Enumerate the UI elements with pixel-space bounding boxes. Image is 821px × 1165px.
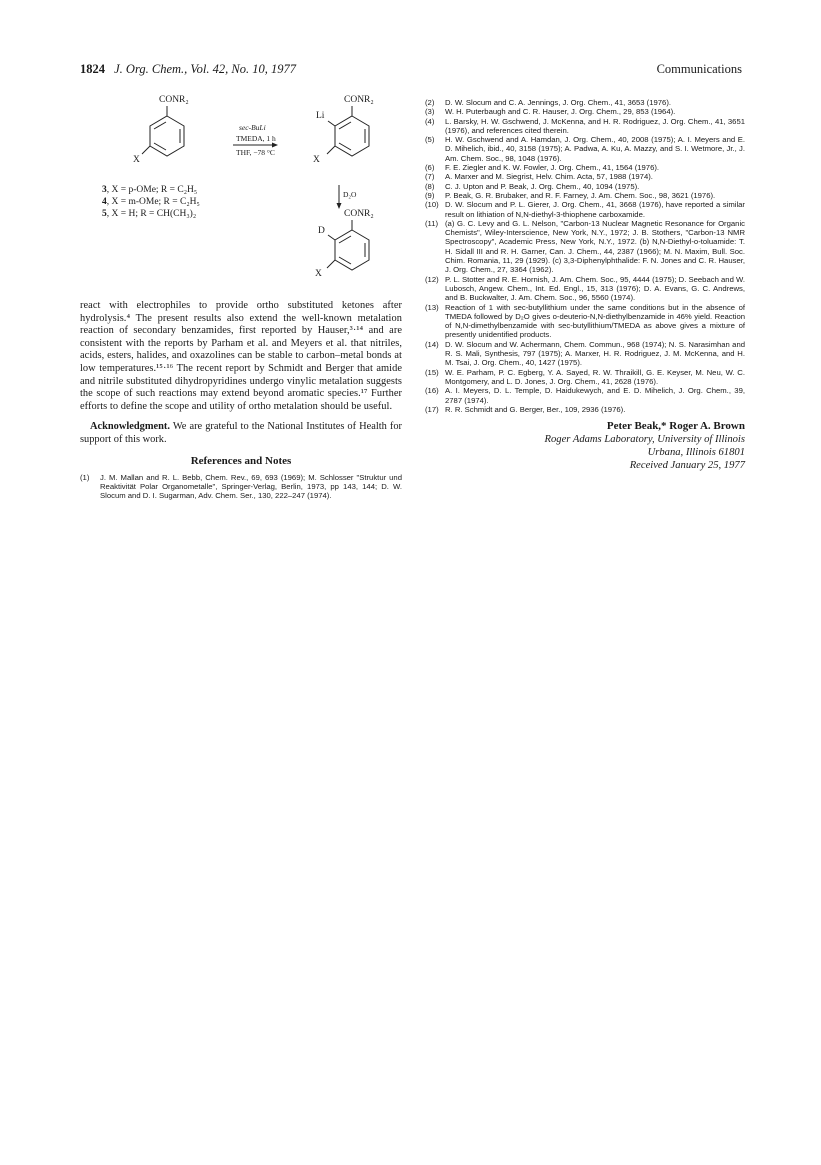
start-x-label: X	[133, 155, 140, 165]
reagent-conditions: THF, −78 °C	[236, 148, 275, 157]
benzene-ring-start	[150, 116, 184, 156]
product-x-label: X	[313, 155, 320, 165]
reference-item: (9) P. Beak, G. R. Brubaker, and R. F. Farney, J. Am. Chem. Soc., 98, 3621 (1976).	[425, 190, 716, 200]
affiliation-line-2: Urbana, Illinois 61801	[647, 447, 745, 459]
reagent-sec-buli: sec-BuLi	[239, 123, 266, 132]
affiliation-line-1: Roger Adams Laboratory, University of Illinois	[544, 434, 745, 446]
bond-to-d	[328, 235, 335, 240]
final-amide-label: CONR₂	[344, 209, 374, 219]
compound-5: 5, X = H; R = CH(CH₃)₂	[102, 209, 197, 219]
reagent-tmeda: TMEDA, 1 h	[236, 134, 276, 143]
reference-item: (12) P. L. Stotter and R. E. Hornish, J. Am. Chem. Soc., 95, 4444 (1975); D. Seebach and W. Lubosch, Angew. Chem., Int. Ed. Engl., 15, 313 (1976); D. A. Evans, G. C. Andrews, and B. Buckwalter, J. Am. Chem. Soc., 96, 5560 (1974).	[425, 274, 745, 303]
references-heading: References and Notes	[190, 454, 292, 467]
author-names: Peter Beak,* Roger A. Brown	[606, 420, 745, 433]
bond-to-x	[142, 146, 150, 154]
running-header	[80, 62, 742, 82]
final-x-label: X	[315, 269, 322, 279]
bond-to-x	[327, 260, 335, 268]
bond-to-x	[327, 146, 335, 154]
compound-definitions	[102, 184, 200, 220]
product-amide-label: CONR₂	[344, 95, 374, 105]
reference-item: (8) C. J. Upton and P. Beak, J. Org. Chem., 40, 1094 (1975).	[425, 181, 640, 191]
reference-item: (10) D. W. Slocum and P. L. Gierer, J. Org. Chem., 41, 3668 (1976), have reported a similar result on lithiation of N,N-diethyl-3-thiophene carboxamide.	[425, 200, 745, 219]
reference-item: (1) J. M. Mallan and R. L. Bebb, Chem. Rev., 69, 693 (1969); M. Schlosser "Struktur und Reaktivität Polar Organometalle", Springer-Verlag, Berlin, 1973, pp 143, 144; D. W. Slocum and D. I. Sugarman, Adv. Chem. Ser., 130, 222–247 (1974).	[80, 472, 402, 501]
compound-3: 3, X = p-OMe; R = C₂H₅	[102, 185, 198, 195]
benzene-ring-deuterated	[335, 230, 369, 270]
left-column	[80, 92, 402, 500]
li-label: Li	[316, 111, 325, 121]
acknowledgment	[80, 421, 402, 446]
reaction-scheme	[80, 92, 402, 292]
section-name: Communications	[656, 62, 742, 76]
benzene-ring-lithiated	[335, 116, 369, 156]
reference-item: (13) Reaction of 1 with sec-butyllithium under the same conditions but in the absence of TMEDA followed by D₂O gives o-deuterio-N,N-diethylbenzamide in 46% yield. Reaction of N,N-dimethylbenzamide with sec-butyllithium/TMEDA as above gives a mixture of presently unidentified products.	[425, 302, 745, 340]
received-date: Received January 25, 1977	[629, 460, 745, 472]
reference-item: (2) D. W. Slocum and C. A. Jennings, J. Org. Chem., 41, 3653 (1976).	[425, 98, 672, 107]
journal-citation: J. Org. Chem., Vol. 42, No. 10, 1977	[114, 62, 296, 76]
d2o-label: D₂O	[343, 190, 357, 199]
acknowledgment-label: Acknowledgment.	[90, 421, 170, 433]
reference-item: (6) F. E. Ziegler and K. W. Fowler, J. Org. Chem., 41, 1564 (1976).	[425, 163, 660, 173]
reference-item: (3) W. H. Puterbaugh and C. R. Hauser, J. Org. Chem., 29, 853 (1964).	[425, 107, 676, 117]
acknowledgment-text: We are grateful to the National Institutes of Health for support of this work.	[80, 421, 402, 445]
compound-4: 4, X = m-OMe; R = C₂H₅	[102, 197, 200, 207]
page-number: 1824	[80, 62, 105, 76]
d-label: D	[318, 226, 325, 236]
reference-item: (4) L. Barsky, H. W. Gschwend, J. McKenna, and H. R. Rodriguez, J. Org. Chem., 41, 3651 (1976), and references cited therein.	[425, 116, 745, 135]
reference-item: (17) R. R. Schmidt and G. Berger, Ber., 109, 2936 (1976).	[425, 404, 626, 414]
reference-item: (16) A. I. Meyers, D. L. Temple, D. Haidukewych, and E. D. Mihelich, J. Org. Chem., 39, 2787 (1974).	[425, 386, 745, 405]
right-column	[425, 98, 745, 472]
reference-item: (14) D. W. Slocum and W. Achermann, Chem. Commun., 968 (1974); N. S. Narasimhan and R. S. Mali, Synthesis, 797 (1975); A. Marxer, H. R. Rodriguez, J. M. McKenna, and H. M. Tsai, J. Org. Chem., 40, 1427 (1975).	[425, 339, 745, 368]
body-paragraph: react with electrophiles to provide ortho substituted ketones after hydrolysis.⁴ The present results also extend the well-known metalation reaction of secondary benzamides, first reported by Hauser,³·¹⁴ and are consistent with the reports by Parham et al. and Meyers et al. that nitriles, acids, esters, halides, and oxazolines can be stable to carbon–metal bonds at low temperatures.¹⁵·¹⁶ The recent report by Schmidt and Berger that amide and nitrile substituted dihydropyridines undergo vinylic metalation suggests the scope of such reactions may extend beyond aromatic species.¹⁷ Further efforts to define the scope and utility of ortho metalation should be useful.	[80, 300, 402, 412]
reference-item: (7) A. Marxer and M. Siegrist, Helv. Chim. Acta, 57, 1988 (1974).	[425, 172, 653, 182]
bond-to-li	[328, 121, 335, 126]
reaction-arrow-head	[272, 143, 278, 148]
quench-arrow-head	[337, 203, 342, 209]
author-block	[425, 420, 745, 472]
reference-item: (15) W. E. Parham, P. C. Egberg, Y. A. Sayed, R. W. Thraikill, G. E. Keyser, M. Neu, W. C. Montgomery, and L. D. Jones, J. Org. Chem., 41, 2628 (1976).	[425, 367, 745, 386]
reference-item: (11) (a) G. C. Levy and G. L. Nelson, "Carbon-13 Nuclear Magnetic Resonance for Organic Chemists", Wiley-Interscience, New York, N.Y., 1972; J. B. Stothers, "Carbon-13 NMR Spectroscopy", Academic Press, New York, N.Y., 1972. (b) N,N-Diethyl-o-toluamide: T. H. Sidall III and R. H. Garner, Can. J. Chem., 44, 2387 (1966); M. N. Maxim, Bull. Soc. Chim. Romania, 11, 29 (1929). (c) 3,3-Diphenylphthalide: F. N. Jones and C. R. Hauser, J. Org. Chem., 27, 3364 (1962).	[425, 218, 745, 275]
reference-item: (5) H. W. Gschwend and A. Hamdan, J. Org. Chem., 40, 2008 (1975); A. I. Meyers and E. D. Mihelich, ibid., 40, 3158 (1975); A. Padwa, A. Ku, A. Mazzy, and S. I. Wetmore, Jr., J. Am. Chem. Soc., 98, 1048 (1976).	[425, 135, 745, 163]
start-amide-label: CONR₂	[159, 95, 189, 105]
